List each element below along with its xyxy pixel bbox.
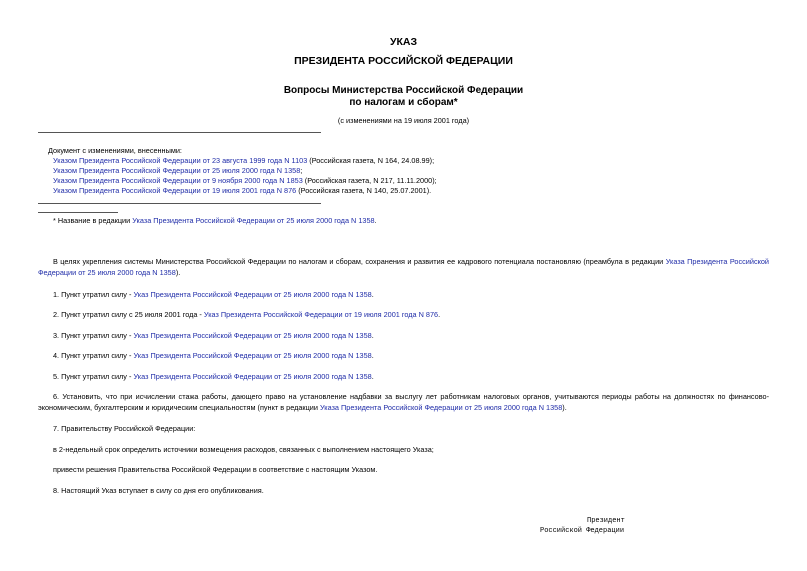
amendment-link[interactable]: Указом Президента Российской Федерации от 25 июля 2000 года N 1358 — [53, 166, 301, 175]
amendment-item: Указом Президента Российской Федерации от 19 июля 2001 года N 876 (Российская газета, N 140, 25.07.2001). — [53, 186, 432, 195]
amendments-intro: Документ с изменениями, внесенными: — [48, 146, 182, 155]
point-link[interactable]: Указ Президента Российской Федерации от 19 июля 2001 года N 876 — [203, 310, 439, 319]
document-name-line2: по налогам и сборам* — [349, 97, 458, 108]
point-link[interactable]: Указ Президента Российской Федерации от 25 июля 2000 года N 1358 — [133, 351, 372, 360]
document-name-line1: Вопросы Министерства Российской Федерации — [283, 85, 524, 96]
amendment-item: Указом Президента Российской Федерации от 23 августа 1999 года N 1103 (Российская газета, N 164, 24.08.99); — [53, 156, 435, 165]
point-6: 6. Установить, что при исчислении стажа работы, дающего право на установление надбавки за выслугу лет работникам налоговых органов, учитываются периоды работы на должностях по финансово-экономическим, бухгалтерским и юридическим специальностям (пункт в редакции Указа Президента Российской Федерации от 25 июля 2000 года N 1358). — [38, 392, 769, 412]
divider-top — [38, 132, 321, 133]
point-item: 3. Пункт утратил силу - Указ Президента Российской Федерации от 25 июля 2000 года N 1358. — [53, 331, 374, 340]
amendment-link[interactable]: Указом Президента Российской Федерации от 9 ноября 2000 года N 1853 — [53, 176, 303, 185]
signature-country: Российской Федерации — [540, 527, 625, 535]
footnote: * Название в редакции Указа Президента Российской Федерации от 25 июля 2000 года N 1358. — [53, 216, 377, 225]
point-item: 1. Пункт утратил силу - Указ Президента Российской Федерации от 25 июля 2000 года N 1358. — [53, 290, 374, 299]
footnote-link[interactable]: Указа Президента Российской Федерации от 25 июля 2000 года N 1358 — [132, 216, 375, 225]
amendment-link[interactable]: Указом Президента Российской Федерации от 19 июля 2001 года N 876 — [53, 186, 297, 195]
point-item: 2. Пункт утратил силу с 25 июля 2001 года - Указ Президента Российской Федерации от 19 июля 2001 года N 876. — [53, 310, 441, 319]
amendment-item: Указом Президента Российской Федерации от 9 ноября 2000 года N 1853 (Российская газета, N 217, 11.11.2000); — [53, 176, 437, 185]
amendment-item: Указом Президента Российской Федерации от 25 июля 2000 года N 1358; — [53, 166, 303, 175]
point-item: 4. Пункт утратил силу - Указ Президента Российской Федерации от 25 июля 2000 года N 1358. — [53, 351, 374, 360]
point-7-title: 7. Правительству Российской Федерации: — [53, 424, 196, 433]
issuer-title: ПРЕЗИДЕНТА РОССИЙСКОЙ ФЕДЕРАЦИИ — [294, 55, 513, 67]
point-7-subitem-a: в 2-недельный срок определить источники возмещения расходов, связанных с выполнением настоящего Указа; — [53, 445, 434, 454]
point-8: 8. Настоящий Указ вступает в силу со дня его опубликования. — [53, 486, 264, 495]
divider-bottom — [38, 203, 321, 204]
amendment-link[interactable]: Указом Президента Российской Федерации от 23 августа 1999 года N 1103 — [53, 156, 308, 165]
point-7-subitem-b: привести решения Правительства Российской Федерации в соответствие с настоящим Указом. — [53, 465, 378, 474]
point-link[interactable]: Указ Президента Российской Федерации от 25 июля 2000 года N 1358 — [133, 331, 372, 340]
preamble: В целях укрепления системы Министерства Российской Федерации по налогам и сборам, сохранения и развития ее кадрового потенциала постановляю (преамбула в редакции Указа Президента Российской Федерации от 25 июля 2000 года N 1358). — [38, 257, 769, 277]
point-link[interactable]: Указ Президента Российской Федерации от 25 июля 2000 года N 1358 — [133, 372, 372, 381]
point-item: 5. Пункт утратил силу - Указ Президента Российской Федерации от 25 июля 2000 года N 1358. — [53, 372, 374, 381]
point-link[interactable]: Указ Президента Российской Федерации от 25 июля 2000 года N 1358 — [133, 290, 372, 299]
document-type-title: УКАЗ — [389, 36, 418, 48]
revision-note: (с изменениями на 19 июля 2001 года) — [337, 116, 470, 125]
footnote-divider — [38, 212, 118, 213]
signature-title: Президент — [587, 517, 625, 525]
preamble-link[interactable]: Указа Президента Российской Федерации от 25 июля 2000 года N 1358 — [38, 257, 769, 277]
point-6-link[interactable]: Указа Президента Российской Федерации от 25 июля 2000 года N 1358 — [319, 402, 563, 412]
